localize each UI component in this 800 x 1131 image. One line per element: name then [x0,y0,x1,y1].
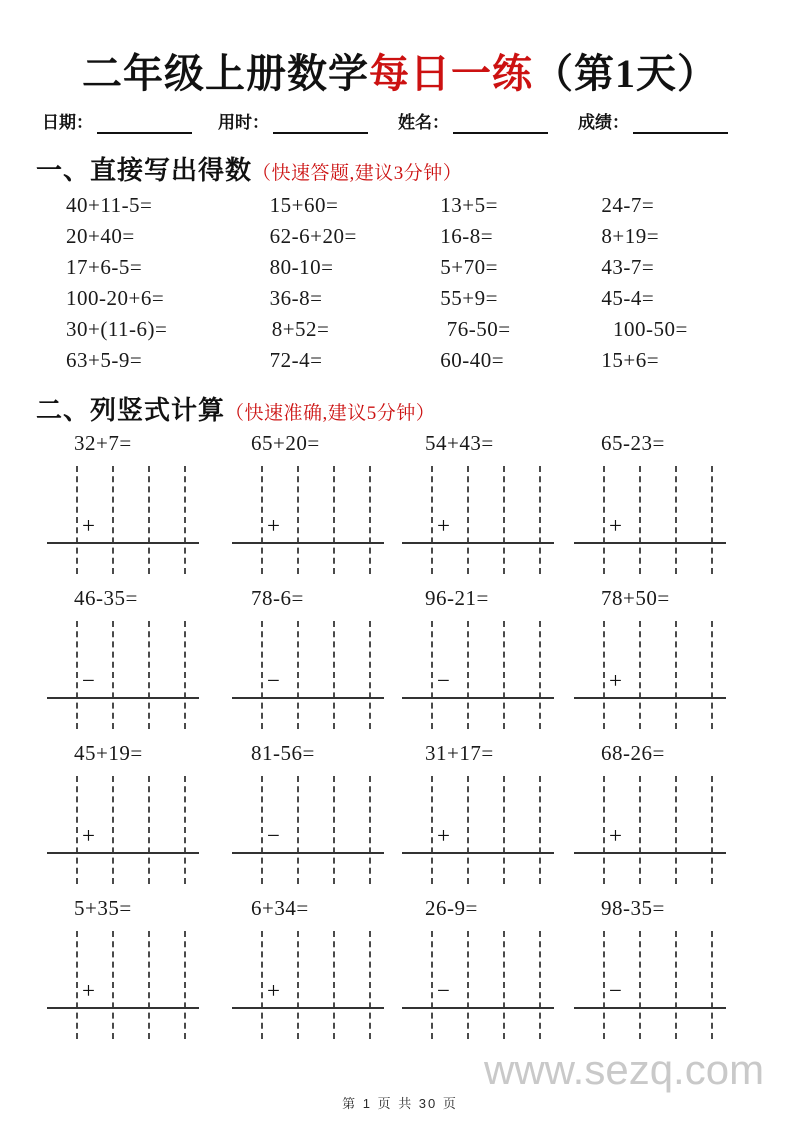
vertical-problem-expression: 65+20= [251,431,320,455]
vertical-problem [237,428,407,580]
grid-dashed-guide [76,931,78,1039]
oral-problem: 72-4= [269,348,323,372]
student-info-row [42,108,758,134]
field-score [578,108,728,134]
grid-sum-rule [232,542,384,544]
vertical-work-grid[interactable] [582,931,732,1039]
vertical-work-grid[interactable] [582,776,732,884]
vertical-operator: − [609,978,622,1003]
vertical-problem [407,893,577,1045]
grid-dashed-guide [711,466,713,574]
grid-dashed-guide [503,621,505,729]
oral-problem: 63+5-9= [66,348,143,372]
vertical-problem-expression: 78-6= [251,586,304,610]
grid-sum-rule [47,542,199,544]
oral-problem: 76-50= [446,317,511,341]
vertical-operator: − [437,978,450,1003]
vertical-problem [237,738,407,890]
vertical-work-grid[interactable] [240,931,390,1039]
vertical-problem [579,428,749,580]
oral-problem: 36-8= [269,286,323,310]
grid-sum-rule [402,542,554,544]
site-watermark: www.sezq.com [484,1046,765,1093]
vertical-work-grid[interactable] [55,776,205,884]
grid-dashed-guide [639,466,641,574]
vertical-operator: + [609,513,622,538]
grid-dashed-guide [539,466,541,574]
grid-dashed-guide [369,776,371,884]
vertical-work-grid[interactable] [55,621,205,729]
vertical-problem-expression: 6+34= [251,896,309,920]
vertical-work-grid[interactable] [55,466,205,574]
vertical-work-grid[interactable] [582,621,732,729]
grid-dashed-guide [467,931,469,1039]
grid-sum-rule [47,1007,199,1009]
grid-dashed-guide [297,621,299,729]
vertical-problem [52,738,222,890]
vertical-problem-expression: 98-35= [601,896,665,920]
grid-dashed-guide [675,776,677,884]
grid-dashed-guide [148,776,150,884]
oral-problem: 15+60= [269,193,339,217]
grid-dashed-guide [184,621,186,729]
field-date [42,108,192,134]
oral-problem: 62-6+20= [269,224,357,248]
vertical-problem-row [52,428,768,583]
title-part-day: （第1天） [533,51,718,96]
oral-problem: 55+9= [440,286,498,310]
grid-dashed-guide [431,776,433,884]
grid-sum-rule [47,852,199,854]
grid-dashed-guide [76,776,78,884]
grid-dashed-guide [112,931,114,1039]
oral-problem: 43-7= [601,255,655,279]
oral-problem: 13+5= [440,193,498,217]
grid-dashed-guide [112,621,114,729]
vertical-work-grid[interactable] [240,776,390,884]
vertical-problem-expression: 68-26= [601,741,665,765]
grid-sum-rule [574,1007,726,1009]
vertical-work-grid[interactable] [55,931,205,1039]
vertical-problem-expression: 96-21= [425,586,489,610]
vertical-problem-row [52,583,768,738]
grid-dashed-guide [261,466,263,574]
grid-dashed-guide [639,931,641,1039]
vertical-problem [52,583,222,735]
grid-sum-rule [574,697,726,699]
vertical-problem-expression: 54+43= [425,431,494,455]
grid-dashed-guide [112,466,114,574]
grid-dashed-guide [148,621,150,729]
grid-dashed-guide [261,621,263,729]
grid-dashed-guide [297,466,299,574]
vertical-problem [407,738,577,890]
grid-dashed-guide [431,621,433,729]
vertical-problem [237,893,407,1045]
grid-dashed-guide [112,776,114,884]
oral-problem: 8+52= [271,317,330,341]
grid-dashed-guide [261,776,263,884]
vertical-operator: + [267,513,280,538]
vertical-problem-expression: 31+17= [425,741,494,765]
section-2-heading [36,390,435,427]
oral-problem: 5+70= [440,255,498,279]
oral-problem: 100-20+6= [66,286,165,310]
vertical-work-grid[interactable] [240,621,390,729]
grid-dashed-guide [333,776,335,884]
vertical-work-grid[interactable] [410,466,560,574]
grid-dashed-guide [539,776,541,884]
grid-dashed-guide [76,621,78,729]
field-time-label: 用时： [218,113,269,132]
vertical-operator: + [609,668,622,693]
vertical-problem-expression: 32+7= [74,431,132,455]
section-1-title: 一、直接写出得数 [36,156,253,185]
section-2-note: （快速准确,建议5分钟） [225,403,436,424]
oral-problem: 45-4= [601,286,655,310]
grid-dashed-guide [603,466,605,574]
vertical-work-grid[interactable] [410,931,560,1039]
grid-dashed-guide [76,466,78,574]
grid-sum-rule [402,1007,554,1009]
vertical-operator: + [82,823,95,848]
vertical-work-grid[interactable] [410,621,560,729]
grid-dashed-guide [369,621,371,729]
grid-dashed-guide [369,931,371,1039]
grid-dashed-guide [369,466,371,574]
oral-row [52,283,762,314]
oral-problem: 20+40= [66,224,135,248]
grid-dashed-guide [184,466,186,574]
grid-sum-rule [232,852,384,854]
grid-dashed-guide [431,466,433,574]
vertical-problem-row [52,738,768,893]
vertical-problem-expression: 81-56= [251,741,315,765]
field-time [218,108,368,134]
vertical-operator: + [82,513,95,538]
vertical-work-grid[interactable] [410,776,560,884]
grid-dashed-guide [675,931,677,1039]
oral-row [52,190,762,221]
oral-row [52,221,762,252]
grid-sum-rule [47,697,199,699]
grid-dashed-guide [333,466,335,574]
grid-dashed-guide [603,776,605,884]
vertical-problem-expression: 78+50= [601,586,670,610]
vertical-problem [579,893,749,1045]
vertical-operator: + [437,823,450,848]
field-score-blank[interactable] [633,115,728,134]
oral-row [52,314,762,345]
grid-dashed-guide [297,776,299,884]
vertical-computation-area [52,428,768,1048]
vertical-problem-expression: 5+35= [74,896,132,920]
oral-problem: 17+6-5= [66,255,143,279]
oral-problem: 80-10= [269,255,334,279]
grid-dashed-guide [431,931,433,1039]
field-date-blank[interactable] [97,115,192,134]
grid-dashed-guide [467,776,469,884]
oral-problem: 15+6= [601,348,660,372]
vertical-problem [52,428,222,580]
grid-dashed-guide [467,466,469,574]
grid-dashed-guide [675,466,677,574]
grid-dashed-guide [603,931,605,1039]
grid-dashed-guide [675,621,677,729]
grid-dashed-guide [503,931,505,1039]
field-time-blank[interactable] [273,115,368,134]
grid-dashed-guide [148,466,150,574]
grid-dashed-guide [333,931,335,1039]
field-score-label: 成绩： [578,113,629,132]
vertical-operator: + [267,978,280,1003]
vertical-problem-expression: 45+19= [74,741,143,765]
vertical-operator: + [437,513,450,538]
field-name [398,108,548,134]
grid-dashed-guide [711,776,713,884]
grid-dashed-guide [467,621,469,729]
vertical-problem [407,428,577,580]
section-2-title: 二、列竖式计算 [36,396,226,425]
grid-dashed-guide [297,931,299,1039]
field-name-blank[interactable] [453,115,548,134]
grid-dashed-guide [639,776,641,884]
vertical-problem [407,583,577,735]
vertical-problem [52,893,222,1045]
vertical-operator: − [437,668,450,693]
grid-sum-rule [402,697,554,699]
page-footer: 第 1 页 共 30 页 [342,1096,458,1111]
grid-dashed-guide [148,931,150,1039]
grid-dashed-guide [539,931,541,1039]
field-name-label: 姓名： [398,113,449,132]
grid-dashed-guide [184,931,186,1039]
oral-problem: 16-8= [440,224,494,248]
grid-dashed-guide [603,621,605,729]
oral-problem: 8+19= [601,224,660,248]
grid-sum-rule [574,542,726,544]
vertical-problem [237,583,407,735]
grid-dashed-guide [639,621,641,729]
grid-sum-rule [402,852,554,854]
vertical-operator: − [267,823,280,848]
oral-problem: 30+(11-6)= [66,317,168,341]
vertical-operator: − [82,668,95,693]
section-1-note: （快速答题,建议3分钟） [252,163,463,184]
oral-problem: 40+11-5= [66,193,153,217]
grid-dashed-guide [503,466,505,574]
oral-problem: 60-40= [440,348,505,372]
vertical-problem [579,583,749,735]
oral-row [52,345,762,376]
title-part-highlight: 每日一练 [369,51,533,96]
title-part-subject: 二年级上册数学 [82,51,369,96]
oral-problem: 100-50= [612,317,688,341]
vertical-problem [579,738,749,890]
section-1-heading [36,150,462,187]
grid-dashed-guide [539,621,541,729]
vertical-problem-expression: 46-35= [74,586,138,610]
vertical-problem-expression: 65-23= [601,431,665,455]
grid-sum-rule [232,697,384,699]
grid-dashed-guide [184,776,186,884]
grid-dashed-guide [333,621,335,729]
grid-dashed-guide [711,621,713,729]
field-date-label: 日期： [42,113,93,132]
vertical-work-grid[interactable] [582,466,732,574]
page-title [0,42,800,99]
oral-arithmetic-grid [52,190,762,376]
oral-row [52,252,762,283]
vertical-operator: − [267,668,280,693]
vertical-operator: + [609,823,622,848]
grid-dashed-guide [261,931,263,1039]
grid-dashed-guide [503,776,505,884]
vertical-work-grid[interactable] [240,466,390,574]
vertical-problem-row [52,893,768,1048]
vertical-problem-expression: 26-9= [425,896,478,920]
grid-sum-rule [232,1007,384,1009]
oral-problem: 24-7= [601,193,655,217]
grid-sum-rule [574,852,726,854]
vertical-operator: + [82,978,95,1003]
grid-dashed-guide [711,931,713,1039]
